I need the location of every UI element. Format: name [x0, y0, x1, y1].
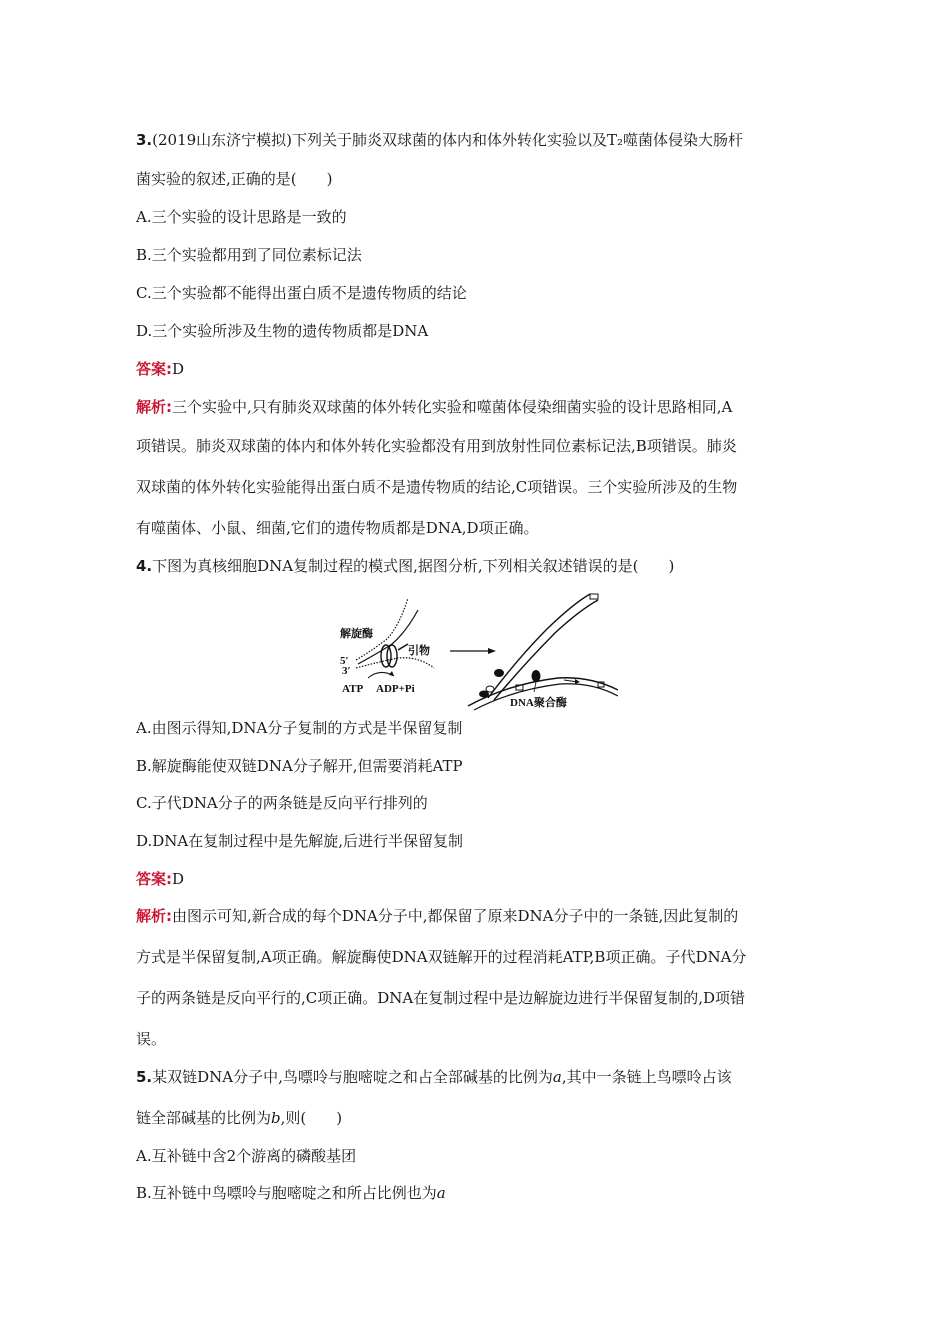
q5-option-b-var: a [436, 1184, 446, 1202]
q5-option-b-text: B.互补链中鸟嘌呤与胞嘧啶之和所占比例也为 [136, 1184, 437, 1202]
q3-option-b: B.三个实验都用到了同位素标记法 [136, 246, 362, 264]
q4-answer-value: D [172, 870, 185, 888]
q5-stem-text-1b: ,其中一条链上鸟嘌呤占该 [561, 1068, 732, 1086]
q3-analysis-line1 [136, 397, 816, 417]
q4-analysis-text-1: 由图示可知,新合成的每个DNA分子中,都保留了原来DNA分子中的一条链,因此复制的 [172, 907, 739, 925]
q4-stem-text: 下图为真核细胞DNA复制过程的模式图,据图分析,下列相关叙述错误的是( ) [152, 557, 675, 575]
q5-option-a: A.互补链中含2个游离的磷酸基团 [136, 1147, 357, 1165]
q4-number: 4. [136, 557, 153, 575]
q5-var-b: b [271, 1109, 281, 1127]
q3-answer-value: D [172, 360, 185, 378]
q5-stem-text-2a: 链全部碱基的比例为 [136, 1109, 272, 1127]
q4-analysis-line2: 方式是半保留复制,A项正确。解旋酶使DNA双链解开的过程消耗ATP,B项正确。子代DNA分 [136, 948, 747, 966]
label-five-prime: 5′ [340, 655, 349, 667]
q4-analysis-label: 解析: [136, 907, 172, 925]
label-dna-polymerase: DNA聚合酶 [510, 697, 567, 709]
label-atp: ATP [342, 683, 364, 695]
label-adp: ADP+Pi [376, 683, 415, 695]
label-three-prime: 3′ [342, 665, 351, 677]
q5-stem-text-1a: 某双链DNA分子中,鸟嘌呤与胞嘧啶之和占全部碱基的比例为 [152, 1068, 553, 1086]
q3-analysis-label: 解析: [136, 398, 172, 416]
q5-var-a: a [552, 1068, 562, 1086]
q3-option-d: D.三个实验所涉及生物的遗传物质都是DNA [136, 322, 429, 340]
label-primer: 引物 [408, 645, 430, 657]
q5-option-b [136, 1183, 816, 1203]
q3-answer-label: 答案: [136, 360, 172, 378]
q4-option-d: D.DNA在复制过程中是先解旋,后进行半保留复制 [136, 832, 464, 850]
label-helicase: 解旋酶 [340, 628, 373, 640]
q4-analysis-line3: 子的两条链是反向平行的,C项正确。DNA在复制过程中是边解旋边进行半保留复制的,D项错 [136, 989, 746, 1007]
q4-option-c: C.子代DNA分子的两条链是反向平行排列的 [136, 794, 428, 812]
q3-stem-line1 [136, 130, 816, 150]
helicase-diagram [340, 598, 434, 695]
q4-answer-label: 答案: [136, 870, 172, 888]
q4-answer [136, 869, 816, 889]
q3-analysis-text-1: 三个实验中,只有肺炎双球菌的体外转化实验和噬菌体侵染细菌实验的设计思路相同,A [172, 398, 733, 416]
q3-option-a: A.三个实验的设计思路是一致的 [136, 208, 347, 226]
q3-stem-line2: 菌实验的叙述,正确的是( ) [136, 170, 333, 188]
q4-stem [136, 556, 816, 576]
q4-option-b: B.解旋酶能使双链DNA分子解开,但需要消耗ATP [136, 757, 463, 775]
dna-replication-figure [328, 588, 618, 716]
q5-stem-text-2b: ,则( ) [280, 1109, 343, 1127]
q3-stem-text: (2019山东济宁模拟)下列关于肺炎双球菌的体内和体外转化实验以及T₂噬菌体侵染大肠杆 [152, 131, 744, 149]
q3-answer [136, 359, 816, 379]
q3-number: 3. [136, 131, 153, 149]
q5-stem-line2 [136, 1108, 816, 1128]
q3-analysis-line3: 双球菌的体外转化实验能得出蛋白质不是遗传物质的结论,C项错误。三个实验所涉及的生物 [136, 478, 738, 496]
q3-option-c: C.三个实验都不能得出蛋白质不是遗传物质的结论 [136, 284, 467, 302]
q4-analysis-line4: 误。 [136, 1030, 167, 1048]
q5-stem-line1 [136, 1067, 816, 1087]
q5-number: 5. [136, 1068, 153, 1086]
process-arrow-head [488, 648, 496, 654]
q4-option-a: A.由图示得知,DNA分子复制的方式是半保留复制 [136, 719, 463, 737]
q3-analysis-line2: 项错误。肺炎双球菌的体内和体外转化实验都没有用到放射性同位素标记法,B项错误。肺炎 [136, 437, 737, 455]
q4-analysis-line1 [136, 906, 816, 926]
q3-analysis-line4: 有噬菌体、小鼠、细菌,它们的遗传物质都是DNA,D项正确。 [136, 519, 539, 537]
